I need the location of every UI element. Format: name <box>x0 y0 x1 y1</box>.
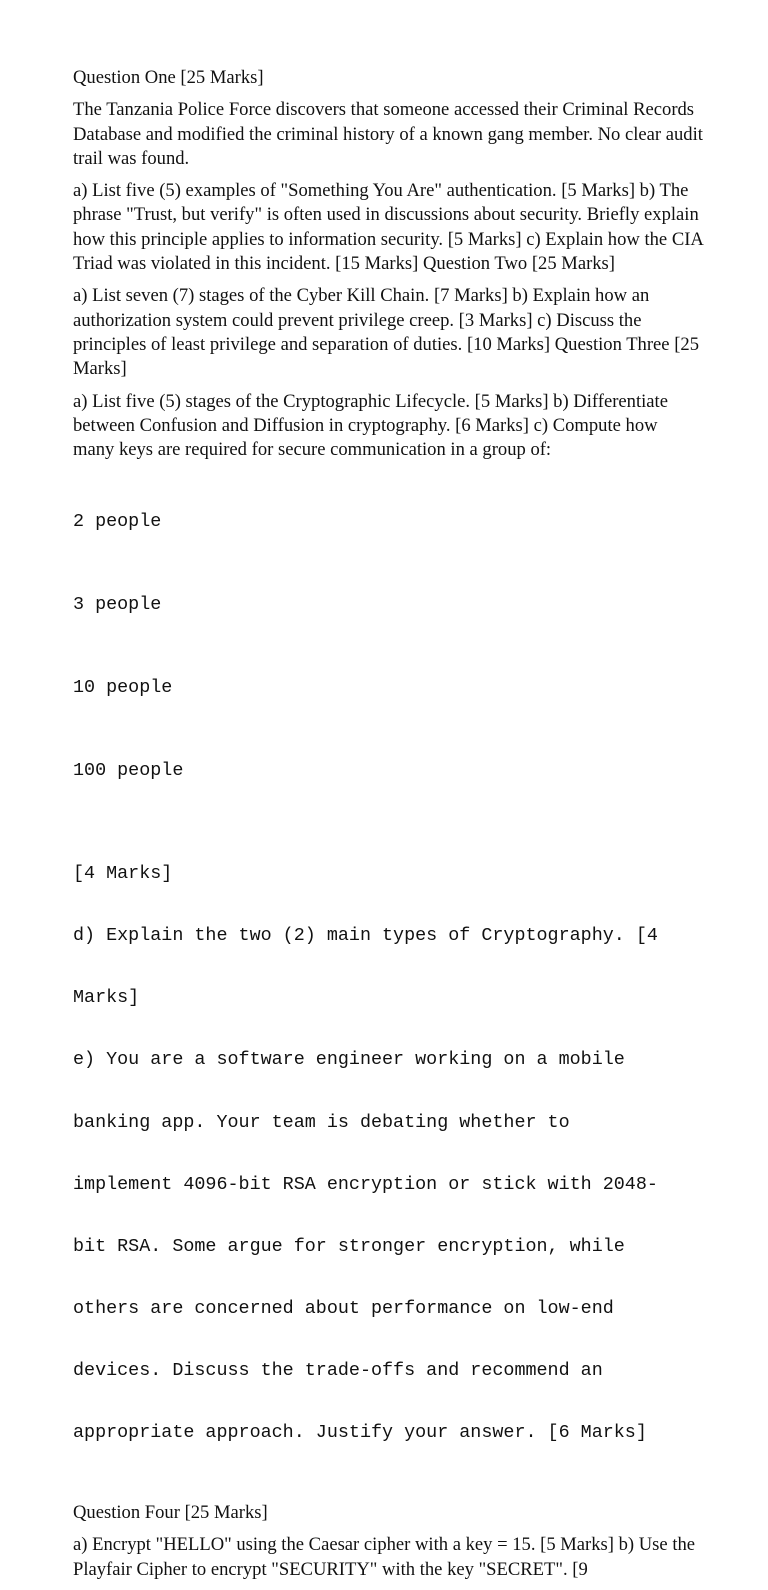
question-three-parts: a) List five (5) stages of the Cryptographic Lifecycle. [5 Marks] b) Differentiate between Confusion and Diffusion in cryptography. [6 Marks] c) Compute how many keys are required for secure communication in a group of: <box>73 390 668 461</box>
group-size-item: 10 people <box>73 676 173 698</box>
question-three-continued <box>73 823 703 1486</box>
question-four-parts: a) Encrypt "HELLO" using the Caesar cipher with a key = 15. [5 Marks] b) Use the Playfair Cipher to encrypt "SECURITY" with the key "SECRET". [9 <box>73 1534 696 1580</box>
question-four-heading: Question Four [25 Marks] <box>73 1502 268 1524</box>
document-page <box>73 66 703 1590</box>
preformatted-line: bit RSA. Some argue for stronger encryption, while <box>73 1235 625 1257</box>
group-size-list <box>73 470 703 822</box>
question-one-heading: Question One [25 Marks] <box>73 67 264 88</box>
group-size-item: 100 people <box>73 759 184 781</box>
preformatted-line: devices. Discuss the trade-offs and recommend an <box>73 1359 603 1381</box>
preformatted-line: d) Explain the two (2) main types of Cryptography. [4 <box>73 925 658 947</box>
question-one-scenario: The Tanzania Police Force discovers that someone accessed their Criminal Records Database and modified the criminal history of a known gang member. No clear audit trail was found. <box>73 99 703 169</box>
question-two-parts: a) List seven (7) stages of the Cyber Kill Chain. [7 Marks] b) Explain how an authorization system could prevent privilege creep. [3 Marks] c) Discuss the principles of least privilege and separation of duties. [10 Marks] Question Three [25 Marks] <box>73 285 699 380</box>
preformatted-line: others are concerned about performance on low-end <box>73 1297 614 1319</box>
preformatted-line: implement 4096-bit RSA encryption or stick with 2048- <box>73 1173 658 1195</box>
question-one-parts: a) List five (5) examples of "Something You Are" authentication. [5 Marks] b) The phrase "Trust, but verify" is often used in discussions about security. Briefly explain how this principle applies to information security. [5 Marks] c) Explain how the CIA Triad was violated in this incident. [15 Marks] Question Two [25 Marks] <box>73 180 703 275</box>
preformatted-line: banking app. Your team is debating whether to <box>73 1111 570 1133</box>
group-size-item: 3 people <box>73 593 162 615</box>
preformatted-line: appropriate approach. Justify your answer. [6 Marks] <box>73 1422 647 1444</box>
preformatted-line: Marks] <box>73 987 140 1009</box>
preformatted-line: [4 Marks] <box>73 863 173 885</box>
preformatted-line: e) You are a software engineer working on a mobile <box>73 1049 625 1071</box>
group-size-item: 2 people <box>73 510 162 532</box>
